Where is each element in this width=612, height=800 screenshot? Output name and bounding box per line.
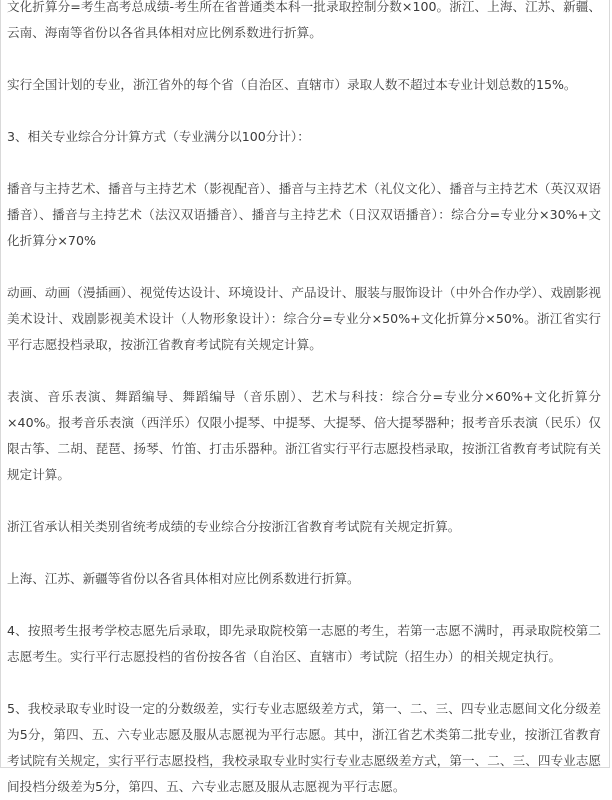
- paragraph-culture-score: 文化折算分=考生高考总成绩-考生所在省普通类本科一批录取控制分数×100。浙江、上海、江苏、新疆、云南、海南等省份以各省具体相对应比例系数进行折算。: [7, 0, 601, 40]
- paragraph-national-plan: 实行全国计划的专业，浙江省外的每个省（自治区、直辖市）录取人数不超过本专业计划总数的15%。: [7, 77, 577, 92]
- paragraph-zhejiang-recognition: 浙江省承认相关类别省统考成绩的专业综合分按浙江省教育考试院有关规定折算。: [7, 519, 461, 534]
- paragraph-section-3-heading: 3、相关专业综合分计算方式（专业满分以100分计）：: [7, 129, 310, 144]
- paragraph-animation-design-formula: 动画、动画（漫插画）、视觉传达设计、环境设计、产品设计、服装与服饰设计（中外合作办学）、戏剧影视美术设计、戏剧影视美术设计（人物形象设计）：综合分=专业分×50%+文化折算分×50%。浙江省实行平行志愿投档录取，按浙江省教育考试院有关规定计算。: [7, 285, 601, 352]
- paragraph-section-5-score-gap: 5、我校录取专业时设一定的分数级差，实行专业志愿级差方式，第一、二、三、四专业志愿间文化分级差为5分，第四、五、六专业志愿及服从志愿视为平行志愿。其中，浙江省艺术类第二批专业，按浙江省教育考试院有关规定，实行平行志愿投档，我校录取专业时实行专业志愿级差方式，第一、二、三、四专业志愿间投档分级差为5分，第四、五、六专业志愿及服从志愿视为平行志愿。: [7, 701, 601, 794]
- paragraph-broadcasting-formula: 播音与主持艺术、播音与主持艺术（影视配音）、播音与主持艺术（礼仪文化）、播音与主持艺术（英汉双语播音）、播音与主持艺术（法汉双语播音）、播音与主持艺术（日汉双语播音）：综合分=专业分×30%+文化折算分×70%: [7, 181, 601, 248]
- paragraph-performance-formula: 表演、音乐表演、舞蹈编导、舞蹈编导（音乐剧）、艺术与科技：综合分=专业分×60%+文化折算分×40%。报考音乐表演（西洋乐）仅限小提琴、中提琴、大提琴、倍大提琴器种；报考音乐表演（民乐）仅限古筝、二胡、琵琶、扬琴、竹笛、打击乐器种。浙江省实行平行志愿投档录取，按浙江省教育考试院有关规定计算。: [7, 389, 601, 482]
- paragraph-section-4-admission-order: 4、按照考生报考学校志愿先后录取，即先录取院校第一志愿的考生，若第一志愿不满时，再录取院校第二志愿考生。实行平行志愿投档的省份按各省（自治区、直辖市）考试院（招生办）的相关规定执行。: [7, 623, 601, 664]
- paragraph-province-conversion: 上海、江苏、新疆等省份以各省具体相对应比例系数进行折算。: [7, 571, 360, 586]
